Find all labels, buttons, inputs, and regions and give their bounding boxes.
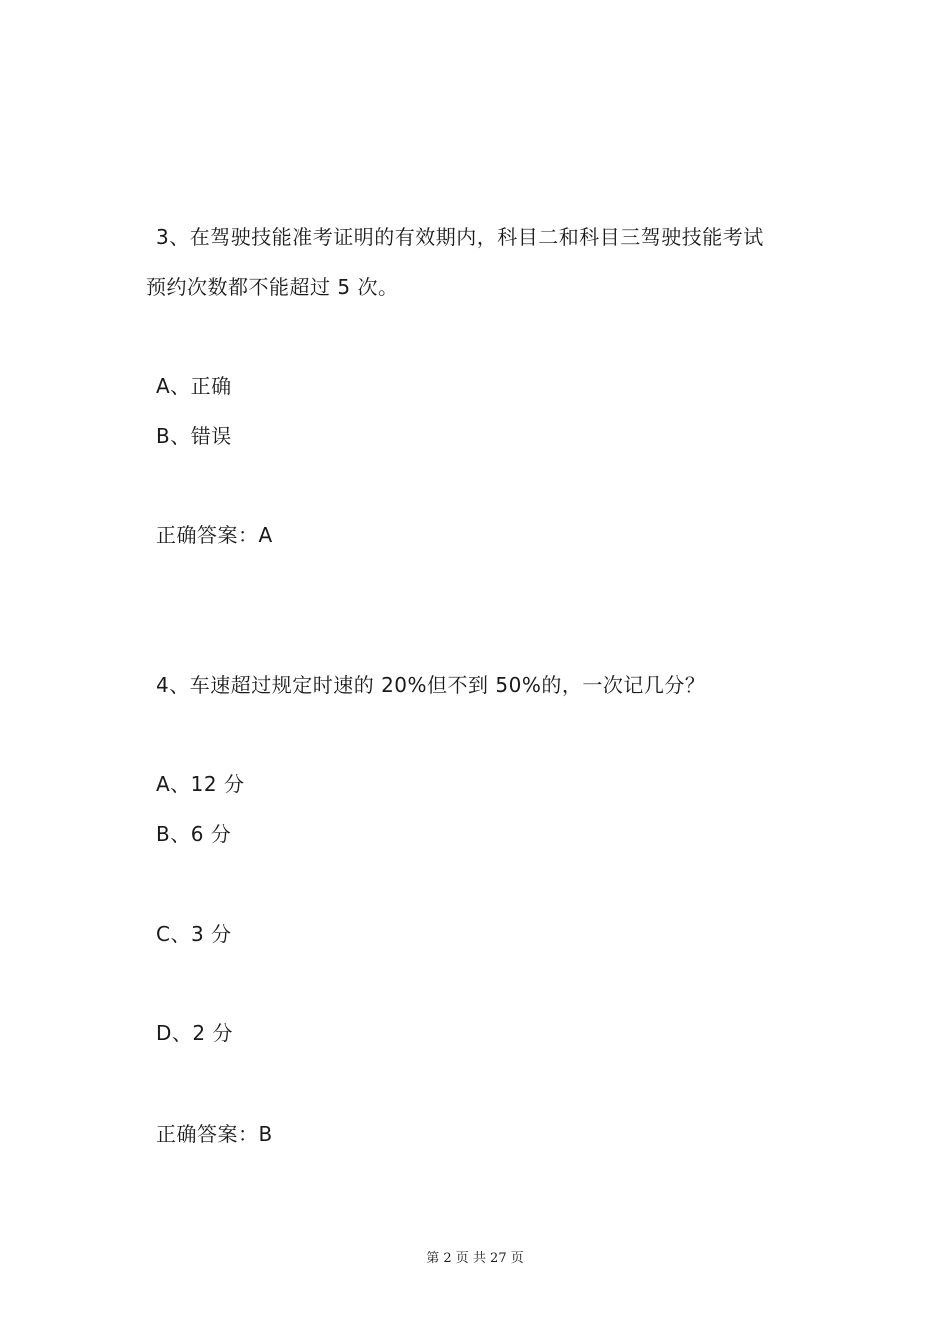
correct-answer: 正确答案：B xyxy=(156,1122,273,1146)
option-a: A、12 分 xyxy=(156,772,245,796)
question-stem-line: 预约次数都不能超过 5 次。 xyxy=(146,275,399,299)
correct-answer: 正确答案：A xyxy=(156,523,273,547)
page-number-footer: 第 2 页 共 27 页 xyxy=(426,1251,524,1266)
option-b: B、错误 xyxy=(156,424,232,448)
question-stem-line: 4、车速超过规定时速的 20%但不到 50%的，一次记几分？ xyxy=(156,673,706,697)
option-c: C、3 分 xyxy=(156,922,232,946)
question-stem-line: 3、在驾驶技能准考证明的有效期内，科目二和科目三驾驶技能考试 xyxy=(156,225,764,249)
option-d: D、2 分 xyxy=(156,1021,233,1045)
option-a: A、正确 xyxy=(156,374,232,398)
option-b: B、6 分 xyxy=(156,822,232,846)
